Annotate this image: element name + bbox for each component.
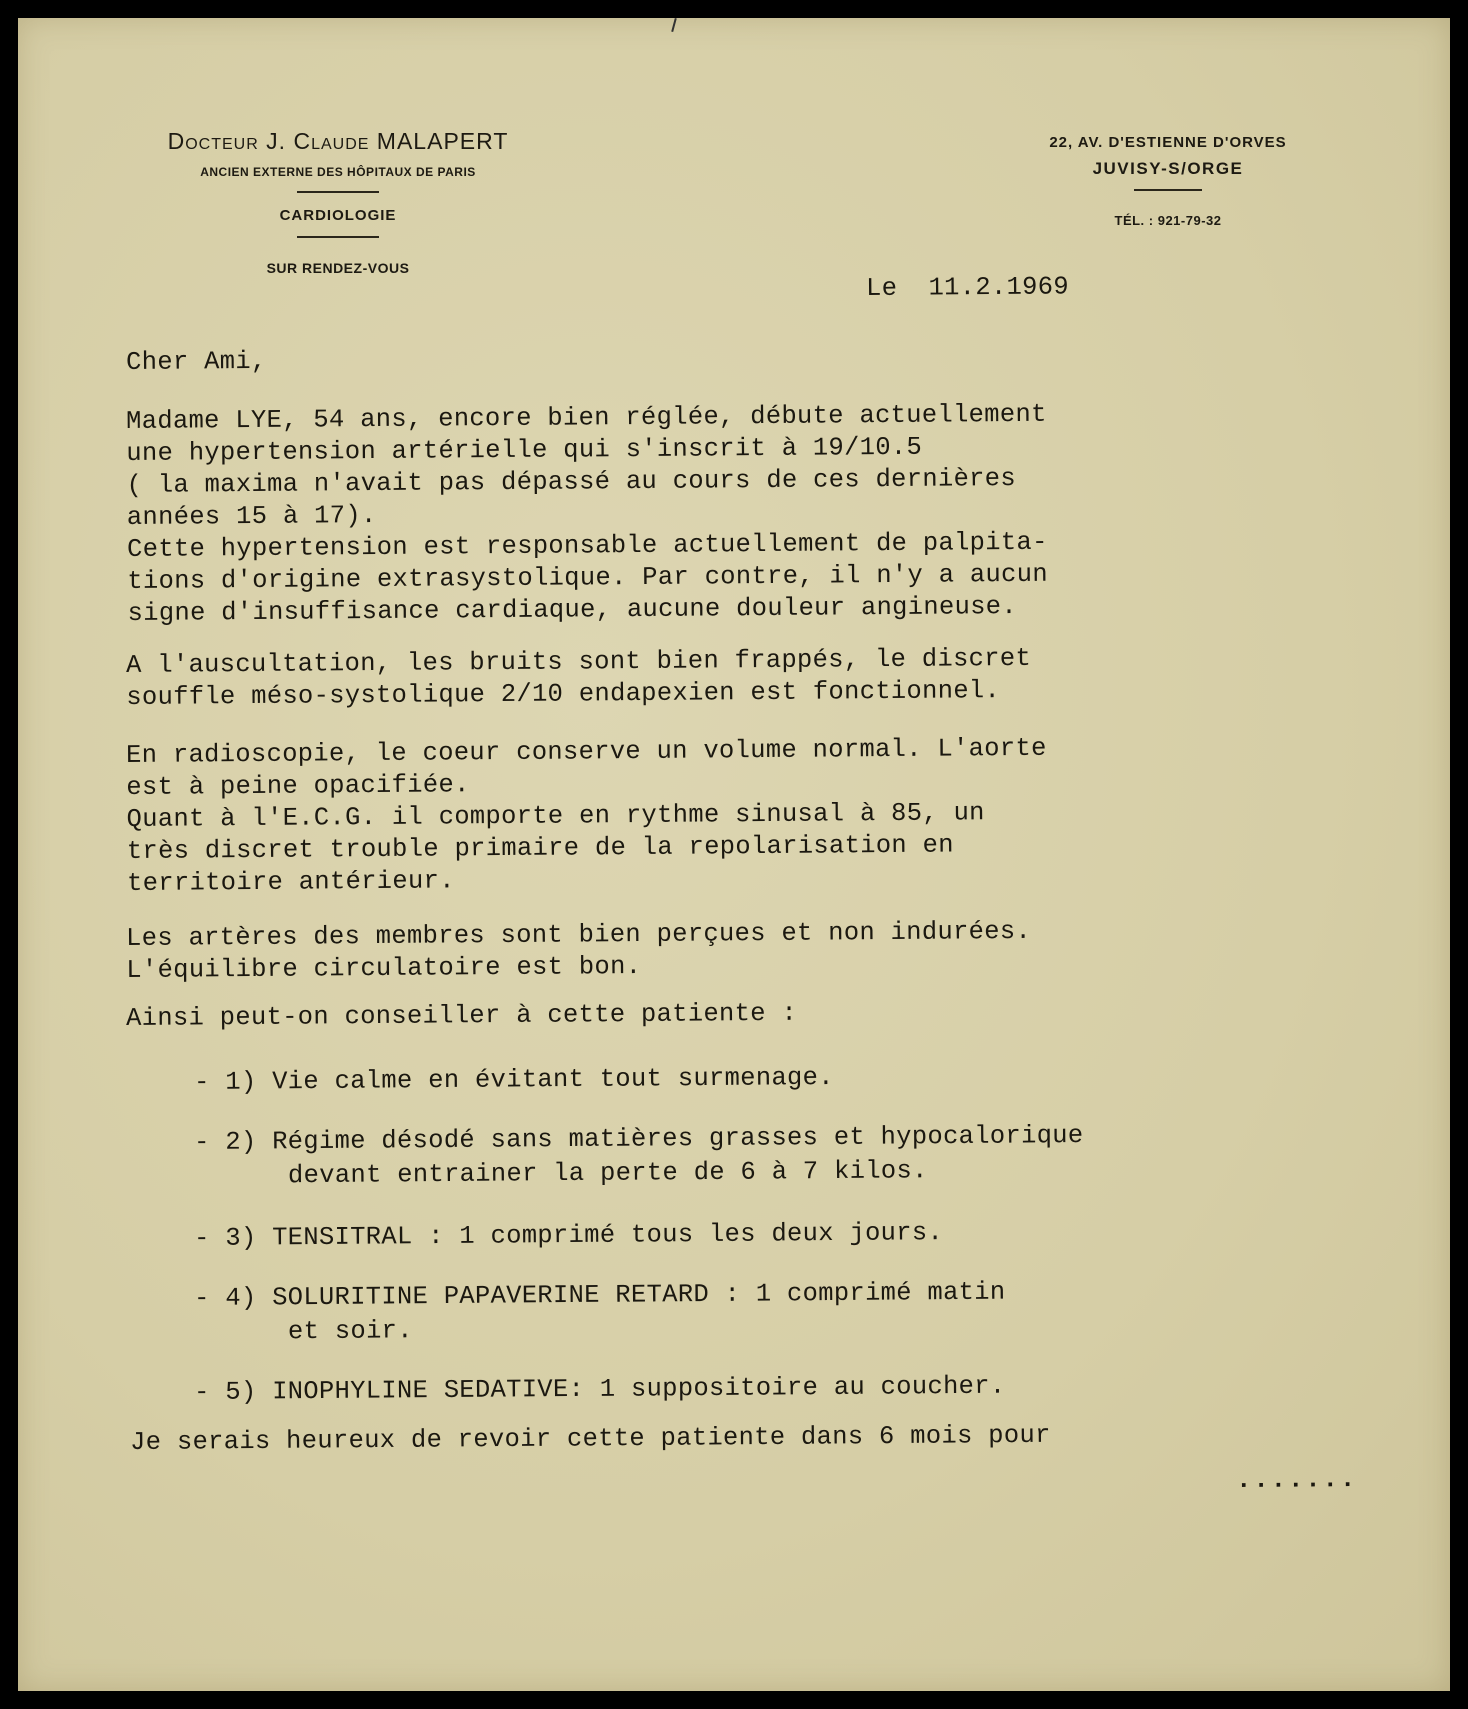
letter-page xyxy=(18,18,1450,1691)
salutation: Cher Ami, xyxy=(126,346,267,377)
address-city: JUVISY-S/ORGE xyxy=(1092,159,1244,178)
paper-mark xyxy=(671,18,677,32)
list-item: - 2) Régime désodé sans matières grasses et hypocalorique devant entrainer la perte de 6 à 7 kilos. xyxy=(194,1121,1084,1191)
list-item: - 5) INOPHYLINE SEDATIVE: 1 suppositoire au coucher. xyxy=(194,1371,1006,1407)
letterhead-left xyxy=(108,128,568,276)
divider xyxy=(297,191,379,193)
closing-line: Je serais heureux de revoir cette patiente dans 6 mois pour xyxy=(130,1420,1051,1457)
letter-date: Le 11.2.1969 xyxy=(866,272,1070,303)
former-post: ANCIEN EXTERNE DES HÔPITAUX DE PARIS xyxy=(200,165,476,179)
paragraph-auscultation: A l'auscultation, les bruits sont bien frappés, le discret souffle méso-systolique 2/10 endapexien est fonctionnel. xyxy=(126,643,1032,712)
paragraph-history: Madame LYE, 54 ans, encore bien réglée, débute actuellement une hypertension artérielle qui s'inscrit à 19/10.5 ( la maxima n'avait pas dépassé au cours de ces dernières années 15 à 17). Cette hypertension est responsable actuellement de palpita- tions d'origine extrasystolique. Par contre, il n'y a aucun signe d'insuffisance cardiaque, aucune douleur angineuse. xyxy=(126,399,1049,628)
list-item: - 3) TENSITRAL : 1 comprimé tous les deux jours. xyxy=(194,1218,944,1253)
paragraph-radioscopy: En radioscopie, le coeur conserve un volume normal. L'aorte est à peine opacifiée. Quant à l'E.C.G. il comporte en rythme sinusal à 85, un très discret trouble primaire de la repolarisation en territoire antérieur. xyxy=(126,733,1047,898)
specialty: CARDIOLOGIE xyxy=(279,207,397,224)
phone-number: TÉL. : 921-79-32 xyxy=(1114,213,1222,228)
appointment-note: SUR RENDEZ-VOUS xyxy=(266,260,410,276)
divider xyxy=(297,236,379,238)
paragraph-advice-intro: Ainsi peut-on conseiller à cette patiente : xyxy=(126,998,798,1033)
paragraph-arteries: Les artères des membres sont bien perçues et non indurées. L'équilibre circulatoire est bon. xyxy=(126,916,1032,985)
list-item: - 1) Vie calme en évitant tout surmenage. xyxy=(194,1062,834,1097)
address-street: 22, AV. D'ESTIENNE D'ORVES xyxy=(1049,134,1287,151)
list-item: - 4) SOLURITINE PAPAVERINE RETARD : 1 comprimé matin et soir. xyxy=(194,1277,1006,1347)
letterhead-right xyxy=(968,134,1368,228)
divider xyxy=(1134,189,1202,191)
doctor-name: Docteur J. Claude MALAPERT xyxy=(167,128,509,154)
continuation-dots: ....... xyxy=(1236,1465,1358,1495)
